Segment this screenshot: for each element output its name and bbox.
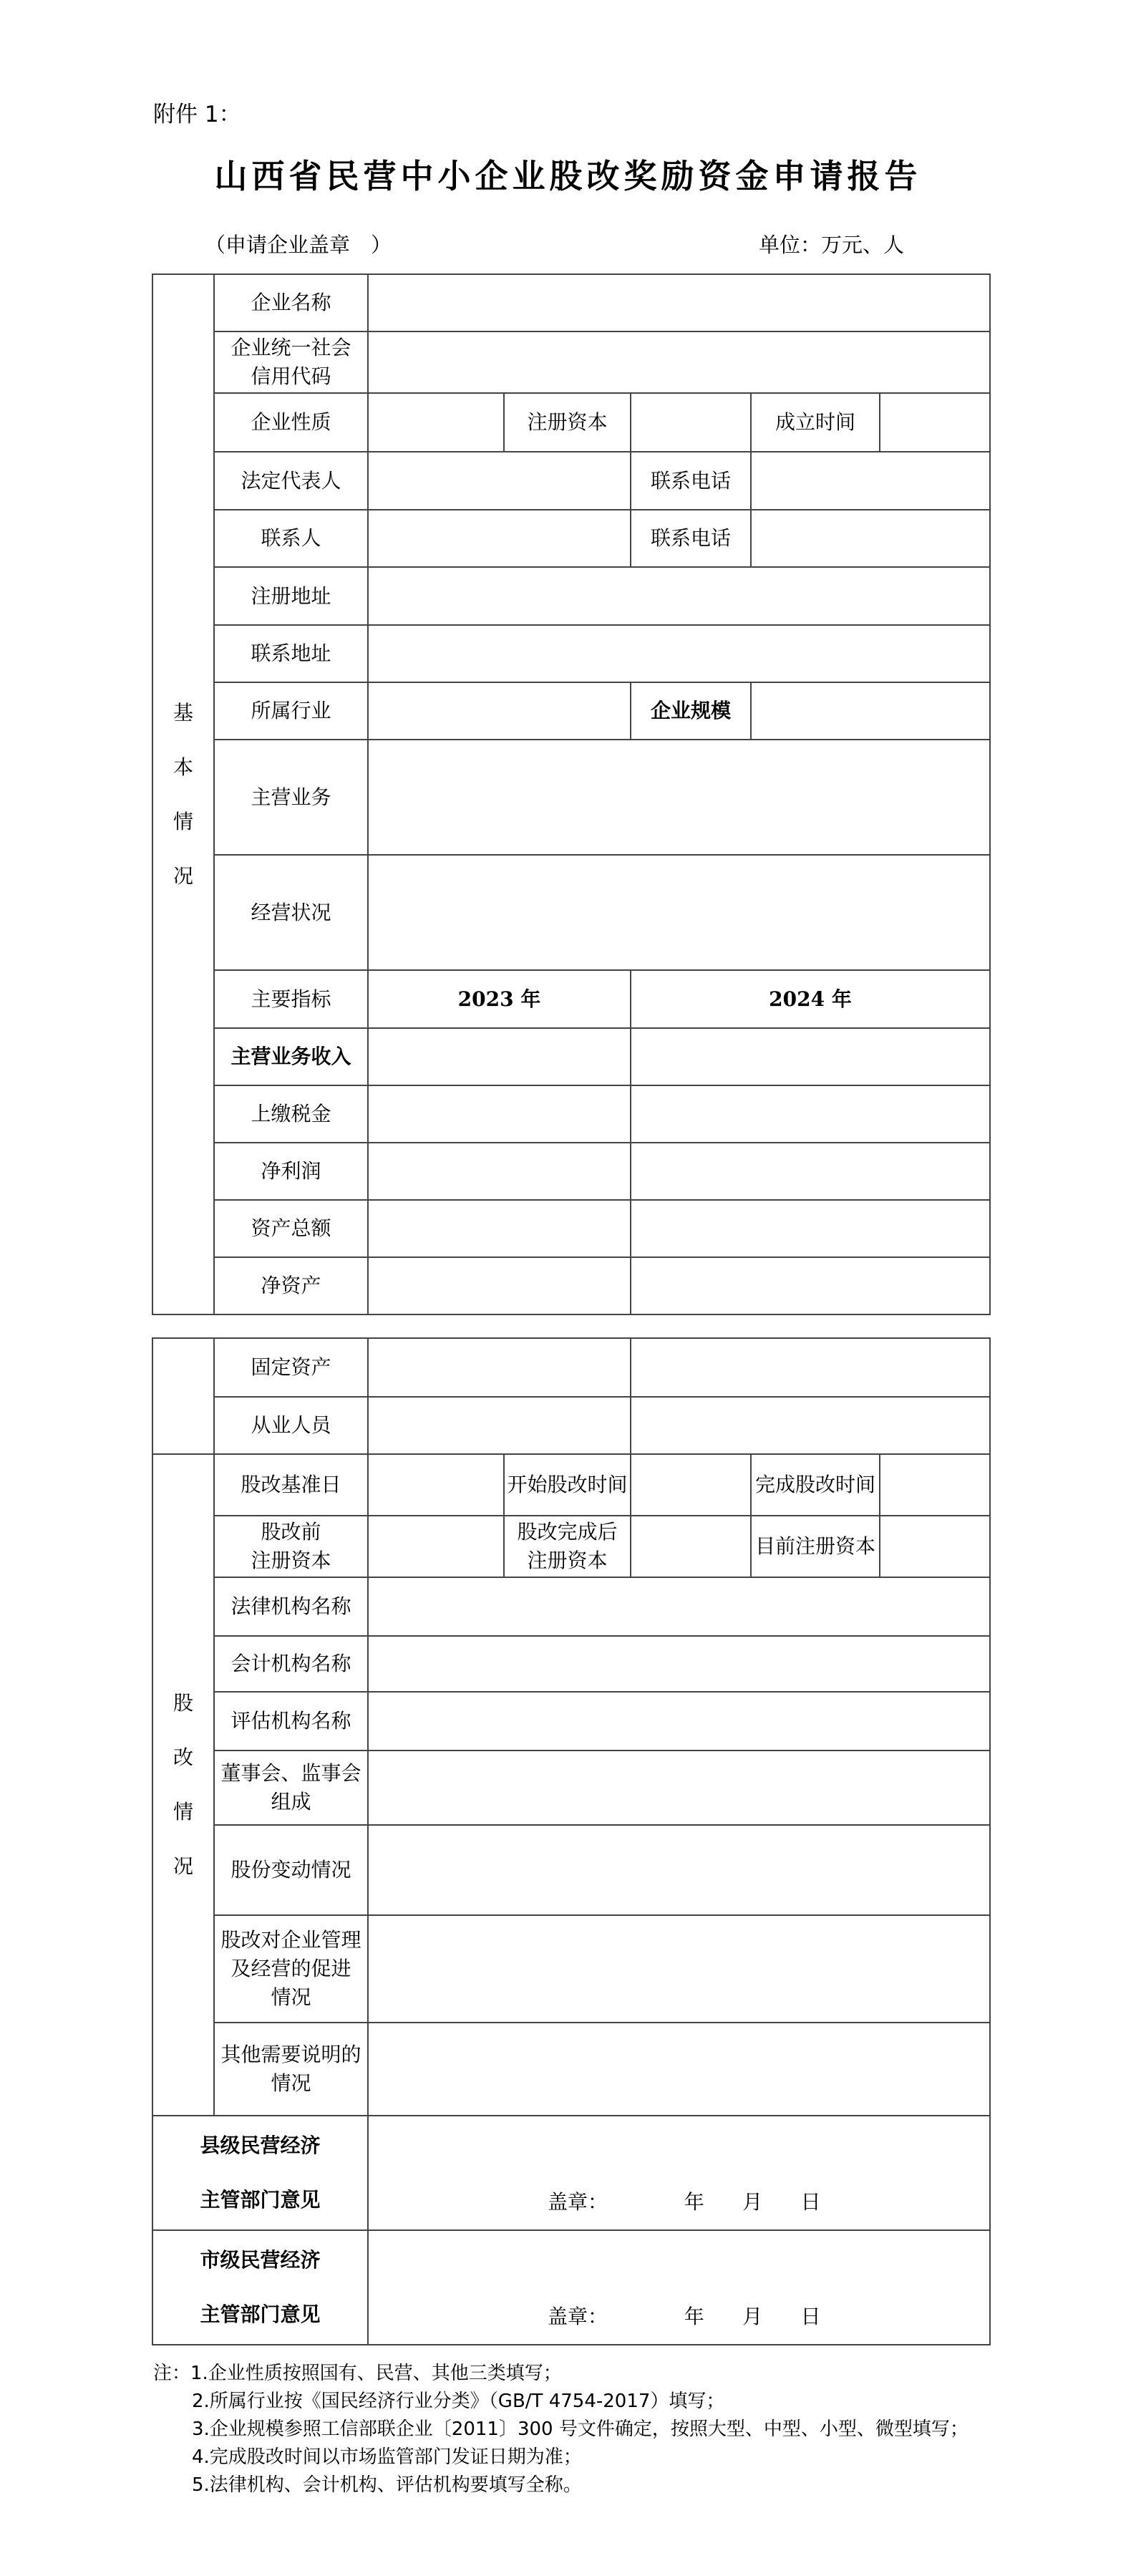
label-year-2024: 2024 年 [631, 970, 990, 1028]
notes [153, 2360, 968, 2499]
input-nature[interactable] [368, 393, 504, 452]
label-operation: 经营状况 [214, 855, 368, 970]
input-employees-2023[interactable] [368, 1397, 631, 1454]
label-start-time: 开始股改时间 [504, 1454, 631, 1516]
input-phone1[interactable] [751, 452, 990, 510]
input-scale[interactable] [751, 682, 990, 740]
label-reg-capital: 注册资本 [504, 393, 631, 452]
input-tax-2023[interactable] [368, 1085, 631, 1143]
label-contact-address: 联系地址 [214, 625, 368, 682]
label-promotion: 股改对企业管理 及经营的促进 情况 [214, 1915, 368, 2023]
input-cap-before[interactable] [368, 1516, 504, 1577]
label-cap-before: 股改前 注册资本 [214, 1516, 368, 1577]
input-promotion[interactable] [368, 1915, 990, 2023]
basic-info-table [152, 273, 991, 1315]
county-opinion-line2: 主管部门意见 [200, 2188, 321, 2212]
county-opinion-line1: 县级民营经济 [200, 2134, 321, 2157]
label-established: 成立时间 [751, 393, 880, 452]
input-other[interactable] [368, 2023, 990, 2116]
label-total-assets: 资产总额 [214, 1200, 368, 1257]
input-board[interactable] [368, 1751, 990, 1825]
label-base-date: 股改基准日 [214, 1454, 368, 1516]
input-total-assets-2023[interactable] [368, 1200, 631, 1257]
city-opinion-line1: 市级民营经济 [200, 2248, 321, 2272]
label-tax: 上缴税金 [214, 1085, 368, 1143]
input-base-date[interactable] [368, 1454, 504, 1516]
note-5: 5.法律机构、会计机构、评估机构要填写全称。 [192, 2474, 582, 2496]
label-scale: 企业规模 [631, 682, 751, 740]
label-nature: 企业性质 [214, 393, 368, 452]
county-opinion-label [152, 2116, 368, 2230]
label-board: 董事会、监事会 组成 [214, 1751, 368, 1825]
input-start-time[interactable] [631, 1454, 751, 1516]
input-fixed-assets-2023[interactable] [368, 1338, 631, 1397]
label-year-2023: 2023 年 [368, 970, 631, 1028]
input-established[interactable] [880, 393, 990, 452]
input-appraisal-firm[interactable] [368, 1692, 990, 1751]
input-credit-code[interactable] [368, 331, 990, 393]
continuation-blank [152, 1338, 214, 1454]
label-law-firm: 法律机构名称 [214, 1577, 368, 1636]
basic-section-label: 基 本 情 况 [152, 274, 214, 1314]
input-total-assets-2024[interactable] [631, 1200, 990, 1257]
input-revenue-2024[interactable] [631, 1028, 990, 1085]
input-contact[interactable] [368, 510, 631, 567]
input-profit-2023[interactable] [368, 1143, 631, 1200]
input-employees-2024[interactable] [631, 1397, 990, 1454]
label-appraisal-firm: 评估机构名称 [214, 1692, 368, 1751]
label-phone1: 联系电话 [631, 452, 751, 510]
attachment-label: 附件 1： [153, 102, 241, 127]
note-4: 4.完成股改时间以市场监管部门发证日期为准； [192, 2446, 582, 2468]
input-industry[interactable] [368, 682, 631, 740]
input-legal-rep[interactable] [368, 452, 631, 510]
label-phone2: 联系电话 [631, 510, 751, 567]
input-law-firm[interactable] [368, 1577, 990, 1636]
input-profit-2024[interactable] [631, 1143, 990, 1200]
label-accounting-firm: 会计机构名称 [214, 1636, 368, 1692]
label-revenue: 主营业务收入 [214, 1028, 368, 1085]
label-finish-time: 完成股改时间 [751, 1454, 880, 1516]
label-contact: 联系人 [214, 510, 368, 567]
label-indicators: 主要指标 [214, 970, 368, 1028]
city-opinion-label [152, 2230, 368, 2345]
input-accounting-firm[interactable] [368, 1636, 990, 1692]
input-contact-address[interactable] [368, 625, 990, 682]
label-cap-current: 目前注册资本 [751, 1516, 880, 1577]
city-opinion-line2: 主管部门意见 [200, 2303, 321, 2326]
input-tax-2024[interactable] [631, 1085, 990, 1143]
label-employees: 从业人员 [214, 1397, 368, 1454]
label-company-name: 企业名称 [214, 274, 368, 331]
city-opinion-field[interactable] [368, 2230, 990, 2345]
note-1: 注：1.企业性质按照国有、民营、其他三类填写； [153, 2363, 562, 2384]
input-main-business[interactable] [368, 740, 990, 855]
input-equity-change[interactable] [368, 1825, 990, 1915]
reform-section-label: 股 改 情 况 [152, 1454, 214, 2116]
input-finish-time[interactable] [880, 1454, 990, 1516]
label-cap-after: 股改完成后 注册资本 [504, 1516, 631, 1577]
applicant-seal-note: （申请企业盖章 ） [205, 233, 392, 257]
label-reg-address: 注册地址 [214, 567, 368, 625]
input-reg-capital[interactable] [631, 393, 751, 452]
input-fixed-assets-2024[interactable] [631, 1338, 990, 1397]
input-cap-after[interactable] [631, 1516, 751, 1577]
note-3: 3.企业规模参照工信部联企业〔2011〕300 号文件确定，按照大型、中型、小型、微型填写； [192, 2418, 968, 2440]
city-seal-date: 盖章： 年 月 日 [548, 2305, 821, 2328]
page-title: 山西省民营中小企业股改奖励资金申请报告 [214, 157, 922, 195]
input-net-assets-2023[interactable] [368, 1257, 631, 1314]
input-net-assets-2024[interactable] [631, 1257, 990, 1314]
label-legal-rep: 法定代表人 [214, 452, 368, 510]
label-net-assets: 净资产 [214, 1257, 368, 1314]
label-profit: 净利润 [214, 1143, 368, 1200]
reform-table [152, 1337, 991, 2345]
input-cap-current[interactable] [880, 1516, 990, 1577]
county-seal-date: 盖章： 年 月 日 [548, 2190, 821, 2214]
label-credit-code: 企业统一社会 信用代码 [214, 331, 368, 393]
county-opinion-field[interactable] [368, 2116, 990, 2230]
label-industry: 所属行业 [214, 682, 368, 740]
unit-note: 单位：万元、人 [759, 233, 905, 257]
input-revenue-2023[interactable] [368, 1028, 631, 1085]
label-main-business: 主营业务 [214, 740, 368, 855]
label-other: 其他需要说明的 情况 [214, 2023, 368, 2116]
label-equity-change: 股份变动情况 [214, 1825, 368, 1915]
input-company-name[interactable] [368, 274, 990, 331]
input-reg-address[interactable] [368, 567, 990, 625]
note-2: 2.所属行业按《国民经济行业分类》（GB/T 4754-2017）填写； [192, 2391, 725, 2412]
input-operation[interactable] [368, 855, 990, 970]
label-fixed-assets: 固定资产 [214, 1338, 368, 1397]
input-phone2[interactable] [751, 510, 990, 567]
